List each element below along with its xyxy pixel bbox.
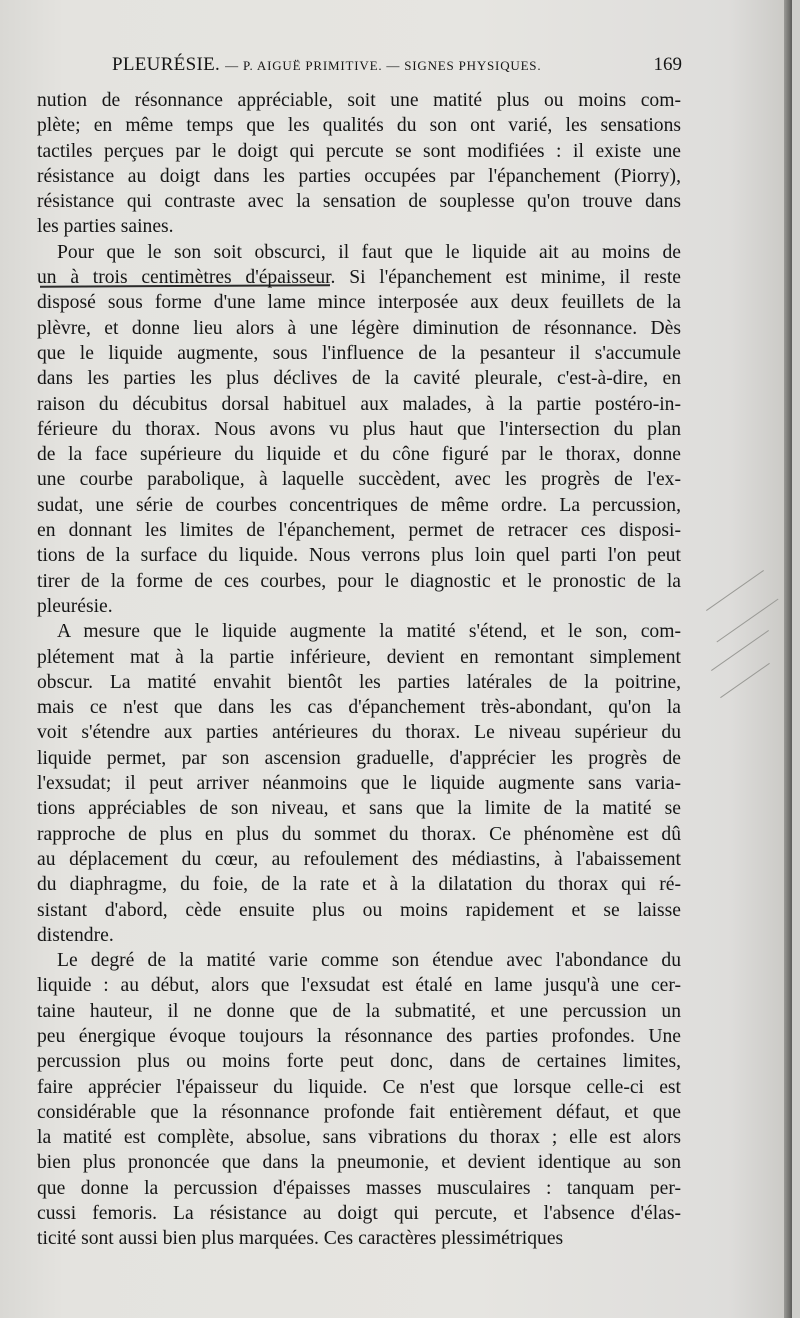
text-line: sistant d'abord, cède ensuite plus ou moins rapidement et se laisse xyxy=(37,899,681,921)
text-line: l'exsudat; il peut arriver néanmoins que le liquide augmente sans varia- xyxy=(37,773,681,795)
text-line: un à trois centimètres d'épaisseur. Si l'épanchement est minime, il reste xyxy=(37,267,681,289)
text-line: Le degré de la matité varie comme son étendue avec l'abondance du xyxy=(57,950,681,972)
header-title xyxy=(112,54,541,76)
text-line: résistance qui contraste avec la sensation de souplesse qu'on trouve dans xyxy=(37,191,681,213)
text-line: de la face supérieure du liquide et du cône figuré par le thorax, donne xyxy=(37,444,681,466)
text-line: plète; en même temps que les qualités du son ont varié, les sensations xyxy=(37,115,681,137)
header-title-main: PLEURÉSIE. xyxy=(112,54,221,75)
text-line: A mesure que le liquide augmente la matité s'étend, et le son, com- xyxy=(57,621,681,643)
text-line: raison du décubitus dorsal habituel aux malades, à la partie postéro-in- xyxy=(37,393,681,415)
text-line: Pour que le son soit obscurci, il faut que le liquide ait au moins de xyxy=(57,241,681,263)
text-line: résistance au doigt dans les parties occupées par l'épanchement (Piorry), xyxy=(37,165,681,187)
text-line: une courbe parabolique, à laquelle succèdent, avec les progrès de l'ex- xyxy=(37,469,681,491)
text-line: peu énergique évoque toujours la résonnance des parties profondes. Une xyxy=(37,1025,681,1047)
text-line: que donne la percussion d'épaisses masses musculaires : tanquam per- xyxy=(37,1177,681,1199)
text-line: voit s'étendre aux parties antérieures du thorax. Le niveau supérieur du xyxy=(37,722,681,744)
body-text xyxy=(37,88,681,1252)
text-line: au déplacement du cœur, au refoulement des médiastins, à l'abaissement xyxy=(37,848,681,870)
text-line: férieure du thorax. Nous avons vu plus haut que l'intersection du plan xyxy=(37,418,681,440)
text-line: considérable que la résonnance profonde fait entièrement défaut, et que xyxy=(37,1101,681,1123)
text-line: distendre. xyxy=(37,924,114,946)
running-header xyxy=(112,54,682,84)
text-line: que le liquide augmente, sous l'influence de la pesanteur il s'accumule xyxy=(37,342,681,364)
text-line: bien plus prononcée que dans la pneumonie, et devient identique au son xyxy=(37,1152,681,1174)
text-line: ticité sont aussi bien plus marquées. Ces caractères plessimétriques xyxy=(37,1228,564,1250)
text-line: la matité est complète, absolue, sans vibrations du thorax ; elle est alors xyxy=(37,1127,681,1149)
text-line: dans les parties les plus déclives de la cavité pleurale, c'est-à-dire, en xyxy=(37,368,681,390)
page-number: 169 xyxy=(653,54,682,75)
text-line: obscur. La matité envahit bientôt les parties latérales de la poitrine, xyxy=(37,671,681,693)
text-line: en donnant les limites de l'épanchement, permet de retracer ces disposi- xyxy=(37,520,681,542)
text-line: tions de la surface du liquide. Nous verrons plus loin quel parti l'on peut xyxy=(37,545,681,567)
text-line: plétement mat à la partie inférieure, devient en remontant simplement xyxy=(37,646,681,668)
text-line: plèvre, et donne lieu alors à une légère diminution de résonnance. Dès xyxy=(37,317,681,339)
text-line: cussi femoris. La résistance au doigt qui percute, et l'absence d'élas- xyxy=(37,1203,681,1225)
text-line: sudat, une série de courbes concentriques de même ordre. La percussion, xyxy=(37,494,681,516)
text-line: du diaphragme, du foie, de la rate et à la dilatation du thorax qui ré- xyxy=(37,874,681,896)
text-line: tirer de la forme de ces courbes, pour le diagnostic et le pronostic de la xyxy=(37,570,681,592)
text-line: les parties saines. xyxy=(37,216,174,238)
text-line: rapproche de plus en plus du sommet du thorax. Ce phénomène est dû xyxy=(37,823,681,845)
text-line: disposé sous forme d'une lame mince interposée aux deux feuillets de la xyxy=(37,292,681,314)
text-line: percussion plus ou moins forte peut donc, dans de certaines limites, xyxy=(37,1051,681,1073)
text-line: pleurésie. xyxy=(37,595,113,617)
text-line: tactiles perçues par le doigt qui percute se sont modifiées : il existe une xyxy=(37,140,681,162)
header-title-rest: — P. AIGUË PRIMITIVE. — SIGNES PHYSIQUES. xyxy=(225,58,542,73)
margin-pencil-marks xyxy=(690,570,790,730)
text-line: tions appréciables de son niveau, et sans que la limite de la matité se xyxy=(37,798,681,820)
text-line: mais ce n'est que dans les cas d'épanchement très-abondant, qu'on la xyxy=(37,697,681,719)
text-line: faire apprécier l'épaisseur du liquide. Ce n'est que lorsque celle-ci est xyxy=(37,1076,681,1098)
text-line: nution de résonnance appréciable, soit une matité plus ou moins com- xyxy=(37,90,681,111)
text-line: taine hauteur, il ne donne que de la submatité, et une percussion un xyxy=(37,1000,681,1022)
text-line: liquide : au début, alors que l'exsudat est étalé en lame jusqu'à une cer- xyxy=(37,975,681,997)
text-line: liquide permet, par son ascension graduelle, d'apprécier les progrès de xyxy=(37,747,681,769)
